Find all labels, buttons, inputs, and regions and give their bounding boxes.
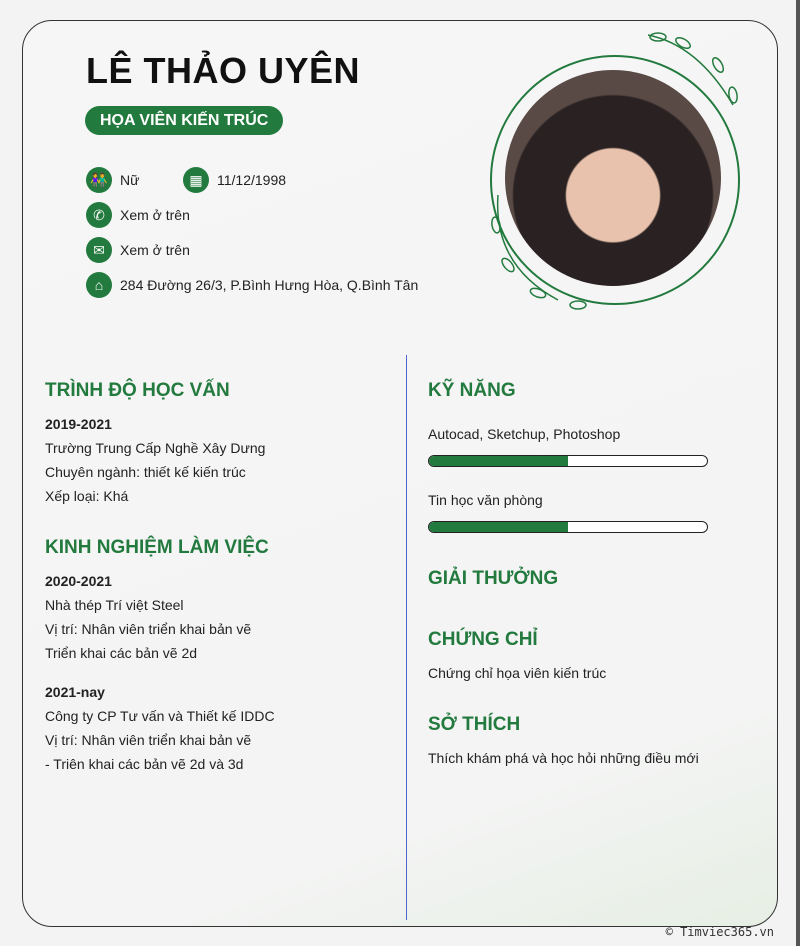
- gender-value: Nữ: [120, 172, 140, 188]
- job-period: 2021-nay: [45, 684, 105, 700]
- awards-heading: GIẢI THƯỞNG: [428, 568, 559, 589]
- address-row: [86, 272, 418, 298]
- envelope-icon: ✉: [86, 237, 112, 263]
- hobbies-heading: SỞ THÍCH: [428, 714, 521, 735]
- email-value: Xem ở trên: [120, 242, 190, 258]
- birthday-value: 11/12/1998: [217, 172, 287, 188]
- skill-bar: [428, 455, 708, 467]
- window-edge: [796, 0, 800, 946]
- job-description: - Triên khai các bản vẽ 2d và 3d: [45, 756, 244, 772]
- email-row: [86, 237, 190, 263]
- skill-bar-fill: [429, 456, 568, 466]
- avatar-photo: [505, 70, 721, 286]
- skills-heading: KỸ NĂNG: [428, 380, 516, 401]
- certificate-item: Chứng chỉ họa viên kiến trúc: [428, 665, 607, 681]
- job-position: Vị trí: Nhân viên triển khai bản vẽ: [45, 621, 252, 637]
- job-company: Nhà thép Trí việt Steel: [45, 597, 184, 613]
- hobbies-text: Thích khám phá và học hỏi những điều mới: [428, 750, 699, 766]
- job-description: Triển khai các bản vẽ 2d: [45, 645, 198, 661]
- skill-name: Tin học văn phòng: [428, 492, 543, 508]
- experience-heading: KINH NGHIỆM LÀM VIỆC: [45, 537, 269, 558]
- home-icon: ⌂: [86, 272, 112, 298]
- address-value: 284 Đường 26/3, P.Bình Hưng Hòa, Q.Bình Tân: [120, 277, 419, 293]
- phone-icon: ✆: [86, 202, 112, 228]
- full-name: LÊ THẢO UYÊN: [86, 50, 361, 91]
- footer-credit: © Timviec365.vn: [665, 925, 774, 939]
- column-divider: [406, 355, 407, 920]
- education-school: Trường Trung Cấp Nghề Xây Dưng: [45, 440, 266, 456]
- phone-value: Xem ở trên: [120, 207, 190, 223]
- skill-name: Autocad, Sketchup, Photoshop: [428, 426, 621, 442]
- job-period: 2020-2021: [45, 573, 112, 589]
- phone-row: [86, 202, 190, 228]
- job-company: Công ty CP Tư vấn và Thiết kế IDDC: [45, 708, 275, 724]
- education-heading: TRÌNH ĐỘ HỌC VẤN: [45, 380, 230, 401]
- education-major: Chuyên ngành: thiết kế kiến trúc: [45, 464, 246, 480]
- gender-icon: 👫: [86, 167, 112, 193]
- avatar-frame: [478, 25, 748, 315]
- skill-bar-fill: [429, 522, 568, 532]
- calendar-icon: ▦: [183, 167, 209, 193]
- certificates-heading: CHỨNG CHỈ: [428, 629, 538, 650]
- gender-row: [86, 167, 139, 193]
- job-title-badge: HỌA VIÊN KIẾN TRÚC: [85, 106, 283, 135]
- education-grade: Xếp loại: Khá: [45, 488, 129, 504]
- skill-bar: [428, 521, 708, 533]
- job-position: Vị trí: Nhân viên triển khai bản vẽ: [45, 732, 252, 748]
- education-period: 2019-2021: [45, 416, 112, 432]
- birthday-row: [183, 167, 286, 193]
